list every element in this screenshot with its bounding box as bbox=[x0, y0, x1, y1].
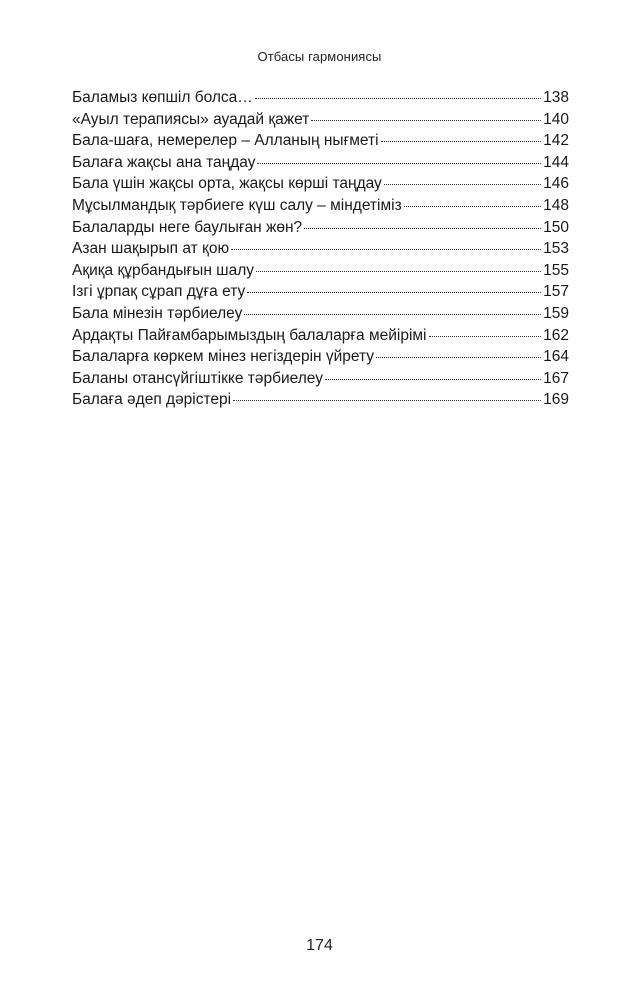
toc-entry-title: Ардақты Пайғамбарымыздың балаларға мейірімі bbox=[72, 326, 427, 344]
toc-entry-page: 162 bbox=[543, 326, 569, 344]
toc-dot-leader bbox=[384, 184, 541, 185]
toc-dot-leader bbox=[376, 357, 541, 358]
toc-dot-leader bbox=[256, 271, 541, 272]
toc-entry bbox=[72, 87, 569, 109]
toc-entry bbox=[72, 173, 569, 195]
toc-dot-leader bbox=[311, 120, 541, 121]
toc-dot-leader bbox=[325, 379, 541, 380]
toc-entry bbox=[72, 325, 569, 347]
toc-entry bbox=[72, 389, 569, 411]
toc-entry-title: Бала-шаға, немерелер – Алланың нығметі bbox=[72, 132, 379, 150]
toc-dot-leader bbox=[247, 292, 541, 293]
toc-entry-title: Ізгі ұрпақ сұрап дұға ету bbox=[72, 283, 246, 301]
toc-dot-leader bbox=[244, 314, 541, 315]
toc-entry-title: Бала үшін жақсы орта, жақсы көрші таңдау bbox=[72, 175, 382, 193]
toc-entry-page: 155 bbox=[543, 261, 569, 279]
toc-dot-leader bbox=[233, 400, 541, 401]
toc-entry-page: 144 bbox=[543, 153, 569, 171]
toc-entry-title: Азан шақырып ат қою bbox=[72, 240, 230, 258]
toc-dot-leader bbox=[231, 249, 541, 250]
toc-entry bbox=[72, 109, 569, 131]
toc-dot-leader bbox=[381, 141, 542, 142]
toc-dot-leader bbox=[257, 163, 541, 164]
toc-entry-title: «Ауыл терапиясы» ауадай қажет bbox=[72, 110, 310, 128]
toc-entry-page: 159 bbox=[543, 304, 569, 322]
toc-entry bbox=[72, 195, 569, 217]
toc-entry-page: 146 bbox=[543, 175, 569, 193]
toc-entry bbox=[72, 346, 569, 368]
toc-entry-page: 164 bbox=[543, 348, 569, 366]
toc-entry bbox=[72, 368, 569, 390]
toc-entry-title: Баланы отансүйгіштікке тәрбиелеу bbox=[72, 369, 323, 387]
toc-entry bbox=[72, 152, 569, 174]
toc-entry-page: 148 bbox=[543, 196, 569, 214]
toc-entry-title: Балаға әдеп дәрістері bbox=[72, 391, 232, 409]
toc-entry bbox=[72, 303, 569, 325]
toc-entry-title: Балаға жақсы ана таңдау bbox=[72, 153, 256, 171]
toc-entry-page: 140 bbox=[543, 110, 569, 128]
toc-entry-title: Балаларды неге баулыған жөн? bbox=[72, 218, 303, 236]
toc-entry-page: 150 bbox=[543, 218, 569, 236]
page-number: 174 bbox=[306, 937, 333, 954]
toc-dot-leader bbox=[304, 228, 541, 229]
toc-entry-title: Ақиқа құрбандығын шалу bbox=[72, 261, 255, 279]
toc-entry-page: 169 bbox=[543, 391, 569, 409]
toc-entry-page: 142 bbox=[543, 132, 569, 150]
toc-entry-title: Мұсылмандық тәрбиеге күш салу – міндетіміз bbox=[72, 196, 402, 214]
toc-entry-page: 138 bbox=[543, 89, 569, 106]
running-header: Отбасы гармониясы bbox=[257, 49, 382, 64]
toc-entry bbox=[72, 130, 569, 152]
toc-entry bbox=[72, 281, 569, 303]
toc-entry-title: Балаларға көркем мінез негіздерін үйрету bbox=[72, 348, 375, 366]
toc-entry bbox=[72, 217, 569, 239]
toc-entry-page: 153 bbox=[543, 240, 569, 258]
table-of-contents bbox=[72, 87, 569, 411]
toc-entry-title: Баламыз көпшіл болса… bbox=[72, 89, 253, 106]
toc-dot-leader bbox=[404, 206, 541, 207]
toc-entry-page: 167 bbox=[543, 369, 569, 387]
toc-entry-page: 157 bbox=[543, 283, 569, 301]
toc-dot-leader bbox=[255, 98, 541, 99]
toc-entry bbox=[72, 238, 569, 260]
toc-entry-title: Бала мінезін тәрбиелеу bbox=[72, 304, 243, 322]
toc-dot-leader bbox=[429, 336, 542, 337]
toc-entry bbox=[72, 260, 569, 282]
